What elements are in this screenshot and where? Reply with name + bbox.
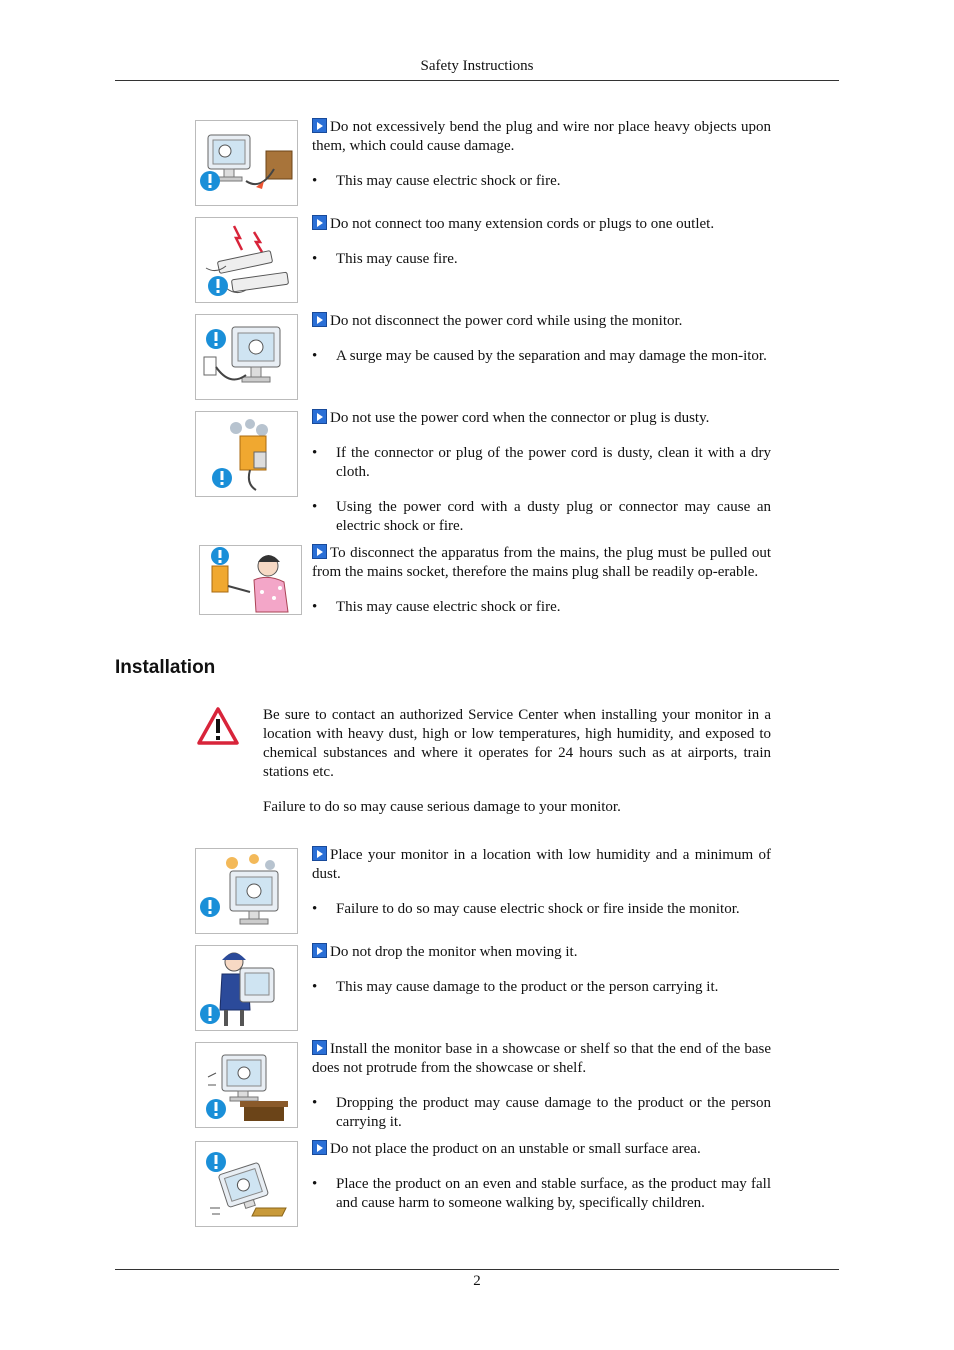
- page-header-title: Safety Instructions: [420, 58, 534, 74]
- bullet-dot: •: [312, 445, 318, 461]
- installation-item-2: [312, 943, 771, 997]
- installation-item-2-bullet-1: • This may cause damage to the product or the person carrying it.: [312, 979, 719, 995]
- page-number: 2: [473, 1273, 481, 1289]
- power-item-2-bullet-1: • This may cause fire.: [312, 251, 458, 267]
- installation-warning: [263, 706, 771, 817]
- paragraph-arrow-icon: [312, 409, 327, 424]
- power-item-2-text: Do not connect too many extension cords or plugs to one outlet.: [312, 215, 771, 234]
- illustration-monitor-on-shelf: [195, 1042, 298, 1128]
- installation-item-1: [312, 846, 771, 919]
- installation-warning-paragraph-2: Failure to do so may cause serious damage to your monitor.: [263, 799, 621, 815]
- power-item-3-text: Do not disconnect the power cord while using the monitor.: [312, 312, 771, 331]
- bullet-dot: •: [312, 901, 318, 917]
- power-item-4-bullet-1: • If the connector or plug of the power cord is dusty, clean it with a dry cloth.: [312, 445, 771, 480]
- illustration-unstable-surface: [195, 1141, 298, 1227]
- paragraph-arrow-icon: [312, 544, 327, 559]
- footer-rule: [115, 1269, 839, 1270]
- bullet-dot: •: [312, 1095, 318, 1111]
- paragraph-arrow-icon: [312, 312, 327, 327]
- caution-triangle-icon: [196, 706, 240, 751]
- paragraph-arrow-icon: [312, 943, 327, 958]
- installation-warning-paragraph-1: Be sure to contact an authorized Service Center when installing your monitor in a location with heavy dust, high or low temperatures, high humidity, and exposed to chemical substances and where it operates for 24 hours such as at airports, train stations etc.: [263, 707, 771, 780]
- power-item-3-bullet-1: • A surge may be caused by the separation and may damage the mon-itor.: [312, 348, 767, 364]
- power-item-4: [312, 409, 771, 536]
- paragraph-arrow-icon: [312, 118, 327, 133]
- installation-item-3-bullet-1: • Dropping the product may cause damage to the product or the person carrying it.: [312, 1095, 771, 1130]
- illustration-disconnect-cord: [195, 314, 298, 400]
- power-item-4-text: Do not use the power cord when the connector or plug is dusty.: [312, 409, 771, 428]
- power-item-2: [312, 215, 771, 269]
- paragraph-arrow-icon: [312, 215, 327, 230]
- illustration-bent-plug: [195, 120, 298, 206]
- paragraph-arrow-icon: [312, 1140, 327, 1155]
- power-item-4-bullet-2: • Using the power cord with a dusty plug or connector may cause an electric shock or fire.: [312, 499, 771, 534]
- power-item-1-text: Do not excessively bend the plug and wire nor place heavy objects upon them, which could cause damage.: [312, 119, 771, 154]
- bullet-dot: •: [312, 348, 318, 364]
- power-item-5-text: To disconnect the apparatus from the mains, the plug must be pulled out from the mains socket, therefore the mains plug shall be readily op-erable.: [312, 545, 771, 580]
- power-item-5: [312, 544, 771, 617]
- paragraph-arrow-icon: [312, 1040, 327, 1055]
- illustration-humidity-dust: [195, 848, 298, 934]
- illustration-overloaded-outlet: [195, 217, 298, 303]
- installation-item-4-bullet-1: • Place the product on an even and stable surface, as the product may fall and cause harm to someone walking by, specifically children.: [312, 1176, 771, 1211]
- header-rule: [115, 80, 839, 81]
- power-item-3: [312, 312, 771, 366]
- installation-item-1-text: Place your monitor in a location with low humidity and a minimum of dust.: [312, 847, 771, 882]
- bullet-dot: •: [312, 979, 318, 995]
- power-item-1: [312, 118, 771, 191]
- installation-item-4-text: Do not place the product on an unstable or small surface area.: [312, 1140, 771, 1159]
- illustration-pull-plug: [199, 545, 302, 615]
- section-title-installation: Installation: [115, 657, 216, 678]
- power-item-5-bullet-1: • This may cause electric shock or fire.: [312, 599, 561, 615]
- power-item-1-bullet-1: • This may cause electric shock or fire.: [312, 173, 561, 189]
- installation-item-4: [312, 1140, 771, 1213]
- bullet-dot: •: [312, 499, 318, 515]
- installation-item-2-text: Do not drop the monitor when moving it.: [312, 943, 771, 962]
- bullet-dot: •: [312, 599, 318, 615]
- bullet-dot: •: [312, 173, 318, 189]
- illustration-dusty-plug: [195, 411, 298, 497]
- installation-item-3-text: Install the monitor base in a showcase or shelf so that the end of the base does not protrude from the showcase or shelf.: [312, 1041, 771, 1076]
- illustration-carry-monitor: [195, 945, 298, 1031]
- paragraph-arrow-icon: [312, 846, 327, 861]
- installation-item-1-bullet-1: • Failure to do so may cause electric shock or fire inside the monitor.: [312, 901, 740, 917]
- bullet-dot: •: [312, 1176, 318, 1192]
- installation-item-3: [312, 1040, 771, 1132]
- bullet-dot: •: [312, 251, 318, 267]
